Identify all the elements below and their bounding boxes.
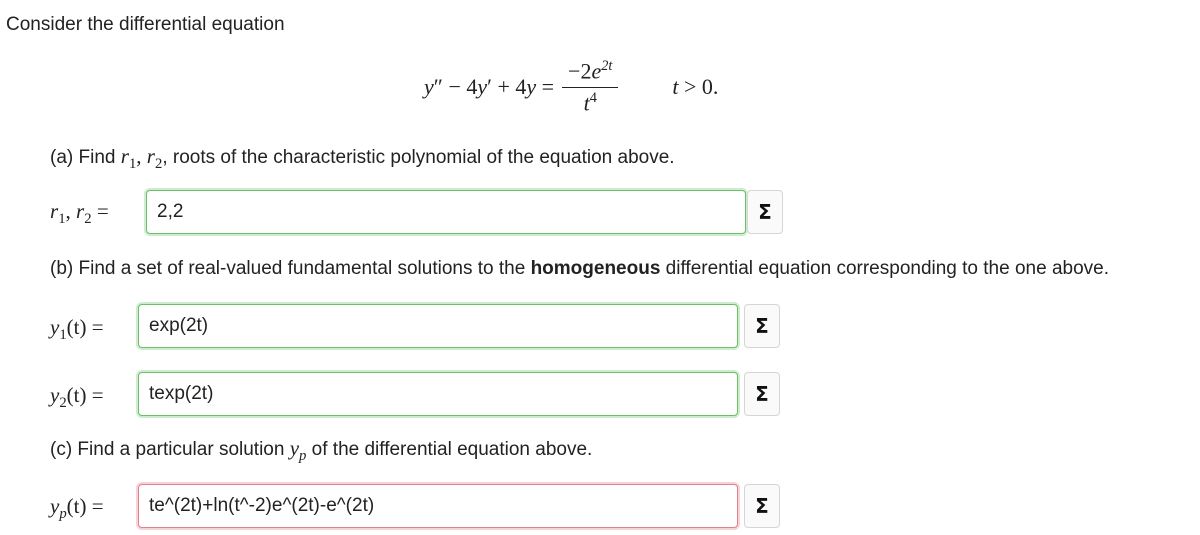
sigma-icon[interactable]: Σ: [747, 190, 783, 234]
intro-text: Consider the differential equation: [6, 14, 285, 35]
y2-input[interactable]: [138, 372, 738, 416]
sigma-icon[interactable]: Σ: [744, 484, 780, 528]
y2-label: $y_2(t)$ =: [50, 383, 104, 412]
y1-label: $y_1(t)$ =: [50, 315, 104, 344]
yp-input[interactable]: [138, 484, 738, 528]
equation-fraction: $\frac{-2e^{2t}}{t^4}$: [562, 58, 618, 116]
yp-label: $y_p(t)$ =: [50, 494, 104, 523]
part-a-prompt: (a) Find $r_1$, $r_2$, roots of the characteristic polynomial of the equation above.: [50, 144, 675, 173]
part-b-prompt: (b) Find a set of real-valued fundamental solutions to the homogeneous differential equation corresponding to the one above.: [50, 258, 1109, 279]
differential-equation: y″ − 4y′ + 4y = $\frac{-2e^{2t}}{t^4}$ t > 0.: [424, 58, 719, 116]
sigma-icon[interactable]: Σ: [744, 304, 780, 348]
y1-input[interactable]: [138, 304, 738, 348]
equation-condition: t > 0.: [672, 74, 719, 100]
sigma-icon[interactable]: Σ: [744, 372, 780, 416]
roots-input[interactable]: [146, 190, 746, 234]
part-c-prompt: (c) Find a particular solution $y_p$ of the differential equation above.: [50, 436, 593, 465]
part-a-label: $r_1$, $r_2$ =: [50, 199, 109, 228]
